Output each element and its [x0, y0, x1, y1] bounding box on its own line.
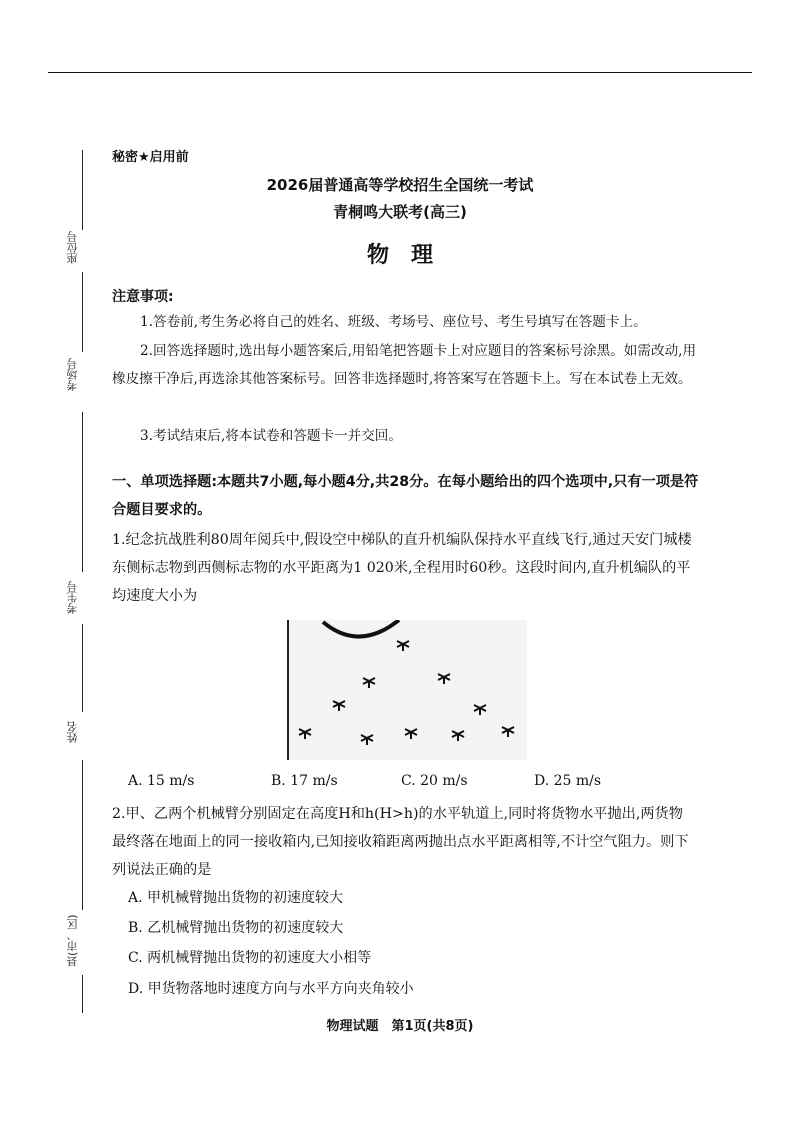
margin-label-county: 县(市、区) [66, 914, 79, 968]
binding-line [82, 412, 83, 572]
note-item: 2.回答选择题时,选出每小题答案后,用铅笔把答题卡上对应题目的答案标号涂黑。如需改动,用橡皮擦干净后,再选涂其他答案标号。回答非选择题时,将答案写在答题卡上。写在本试卷上无效。 [112, 343, 697, 387]
q1-option-a: A. 15 m/s [128, 773, 195, 789]
subject-title: 物 理 [366, 243, 433, 268]
q2-option-c: C. 两机械臂抛出货物的初速度大小相等 [128, 950, 372, 966]
exam-title: 2026届普通高等学校招生全国统一考试 [266, 176, 534, 194]
top-rule [48, 72, 752, 73]
section-title: 一、单项选择题:本题共7小题,每小题4分,共28分。在每小题给出的四个选项中,只有一项是符合题目要求的。 [112, 474, 699, 518]
note-item: 1.答卷前,考生务必将自己的姓名、班级、考场号、座位号、考生号填写在答题卡上。 [140, 314, 647, 330]
page-footer: 物理试题 第1页(共8页) [326, 1019, 474, 1034]
q1-option-d: D. 25 m/s [534, 773, 602, 789]
binding-line [82, 975, 83, 1013]
helicopter-formation-figure [287, 620, 527, 760]
margin-label-examinee: 考生号 [66, 581, 79, 615]
binding-line [82, 760, 83, 910]
question-1-stem: 1.纪念抗战胜利80周年阅兵中,假设空中梯队的直升机编队保持水平直线飞行,通过天安门城楼东侧标志物到西侧标志物的水平距离为1 020米,全程用时60秒。这段时间内,直升机编队的平均速度大小为 [112, 532, 692, 604]
margin-label-seat: 座位号 [66, 231, 79, 265]
note-item: 3.考试结束后,将本试卷和答题卡一并交回。 [140, 428, 402, 444]
q2-option-a: A. 甲机械臂抛出货物的初速度较大 [128, 890, 344, 906]
question-2-stem: 2.甲、乙两个机械臂分别固定在高度H和h(H>h)的水平轨道上,同时将货物水平抛出,两货物最终落在地面上的同一接收箱内,已知接收箱距离两抛出点水平距离相等,不计空气阻力。则下列说法正确的是 [112, 806, 689, 878]
q1-option-b: B. 17 m/s [271, 773, 338, 789]
notes-title: 注意事项: [112, 289, 174, 305]
margin-label-room: 考场号 [66, 358, 79, 392]
exam-subtitle: 青桐鸣大联考(高三) [333, 203, 467, 221]
q2-option-d: D. 甲货物落地时速度方向与水平方向夹角较小 [128, 981, 414, 997]
binding-line [82, 272, 83, 352]
secret-label: 秘密★启用前 [112, 150, 189, 165]
binding-line [82, 624, 83, 712]
q1-option-c: C. 20 m/s [401, 773, 468, 789]
q2-option-b: B. 乙机械臂抛出货物的初速度较大 [128, 920, 344, 936]
margin-label-name: 姓名 [66, 721, 79, 743]
